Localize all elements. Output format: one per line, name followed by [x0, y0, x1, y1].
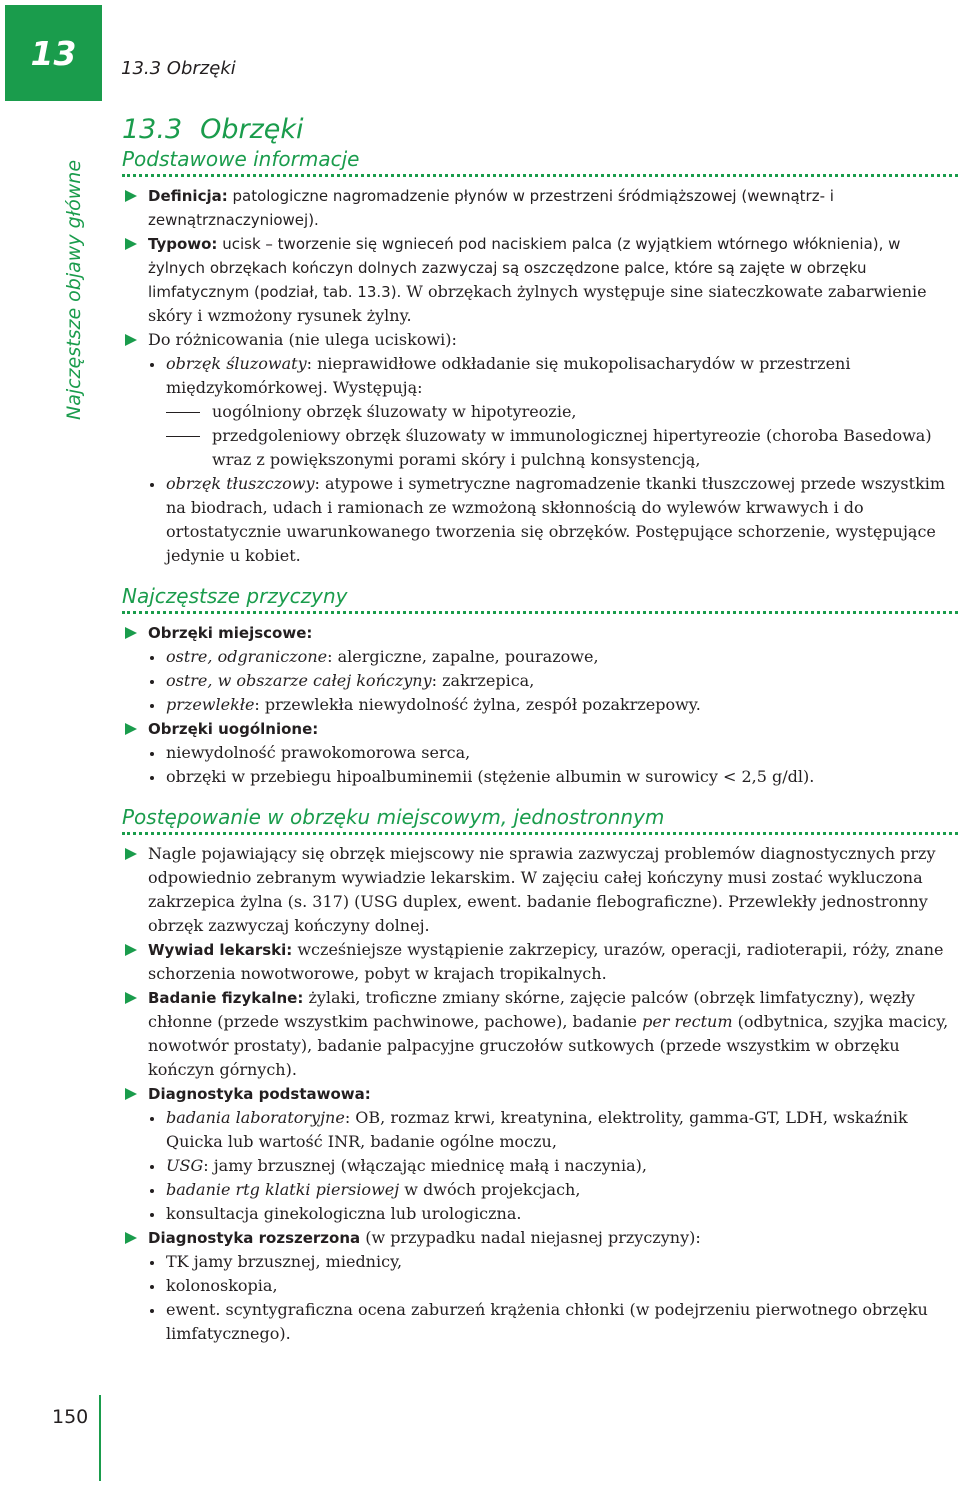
- text-exam-1: żylaki, troficzne zmiany skórne, zajęcie palców (obrzęk limfatyczny), węzły chłonne (przede wszystkim pachwinowe, pachowe), badanie: [148, 988, 916, 1031]
- label-definition: Definicja:: [148, 187, 228, 205]
- dotted-divider: [122, 174, 958, 177]
- arrow-item-definition: [122, 184, 958, 232]
- label-history: Wywiad lekarski:: [148, 941, 293, 959]
- block-causes: [122, 621, 958, 789]
- section-title-text: Obrzęki: [200, 114, 304, 145]
- dotted-divider: [122, 832, 958, 835]
- list-item: [122, 1178, 958, 1202]
- text-typical-2: W obrzękach żylnych występuje sine siateczkowate zabarwienie skóry i wzmożony rysunek żylny.: [148, 282, 927, 325]
- block-basic-info: [122, 184, 958, 568]
- arrow-item-basic-diagnostics: [122, 1082, 958, 1106]
- text-sudden: Nagle pojawiający się obrzęk miejscowy nie sprawia zazwyczaj problemów diagnostycznych przy odpowiednio zebranym wywiadzie lekarskim. W zajęciu całej kończyny musi zostać wykluczona zakrzepica żylna (s. 317) (USG duplex, ewent. badanie flebograficzne). Przewlekły jednostronny obrzęk zazwyczaj kończyny dolnej.: [148, 844, 936, 935]
- subheading-basic-info: Podstawowe informacje: [122, 147, 360, 171]
- label-exam: Badanie fizykalne:: [148, 989, 304, 1007]
- label-general-edema: Obrzęki uogólnione:: [148, 720, 319, 738]
- list-item-term: ostre, w obszarze całej kończyny: [166, 671, 432, 690]
- arrow-item-exam: [122, 986, 958, 1082]
- arrow-item-typical: [122, 232, 958, 328]
- list-item-text: : zakrzepica,: [431, 671, 535, 690]
- text-definition: patologiczne nagromadzenie płynów w przestrzeni śródmiąższowej (wewnątrz- i zewnątrznaczyniowej).: [148, 187, 834, 229]
- chapter-number: 13: [30, 33, 77, 73]
- bullet-lipedema: [122, 472, 958, 568]
- list-item: [122, 645, 958, 669]
- dotted-divider: [122, 611, 958, 614]
- dash-item: przedgoleniowy obrzęk śluzowaty w immunologicznej hipertyreozie (choroba Basedowa) wraz z powiększonymi porami skóry i pulchną konsystencją,: [122, 424, 958, 472]
- block-management: [122, 842, 958, 1346]
- chapter-tab: [5, 5, 102, 101]
- list-item-text: : alergiczne, zapalne, pourazowe,: [327, 647, 599, 666]
- list-item: obrzęki w przebiegu hipoalbuminemii (stężenie albumin w surowicy < 2,5 g/dl).: [122, 765, 958, 789]
- list-item-term: badanie rtg klatki piersiowej: [166, 1180, 400, 1199]
- arrow-item-general-edema: [122, 717, 958, 741]
- list-item-term: USG: [166, 1156, 204, 1175]
- subheading-management: Postępowanie w obrzęku miejscowym, jednostronnym: [122, 805, 665, 829]
- list-item-term: przewlekłe: [166, 695, 255, 714]
- list-item: [122, 1202, 958, 1226]
- list-item-text: : OB, rozmaz krwi, kreatynina, elektrolity, gamma-GT, LDH, wskaźnik Quicka lub wartość INR, badanie ogólne moczu,: [166, 1108, 908, 1151]
- text-myxedema: : nieprawidłowe odkładanie się mukopolisacharydów w przestrzeni międzykomórkowej. Występują:: [166, 354, 851, 397]
- subheading-causes: Najczęstsze przyczyny: [122, 584, 348, 608]
- term-per-rectum: per rectum: [642, 1012, 733, 1031]
- section-number: 13.3: [122, 114, 183, 145]
- arrow-item-history: [122, 938, 958, 986]
- arrow-item-extended-diagnostics: [122, 1226, 958, 1250]
- section-title: [122, 114, 958, 145]
- main-content: [122, 110, 958, 1360]
- text-exam-2: (odbytnica, szyjka macicy, nowotwór prostaty), badanie palpacyjne gruczołów sutkowych (przede wszystkim w obrzęku kończyn górnych).: [148, 1012, 949, 1079]
- label-basic-diagnostics: Diagnostyka podstawowa:: [148, 1085, 371, 1103]
- list-item-text: : przewlekła niewydolność żylna, zespół pozakrzepowy.: [254, 695, 701, 714]
- arrow-item-differential: [122, 328, 958, 352]
- side-title: Najczęstsze objawy główne: [63, 159, 85, 421]
- label-local-edema: Obrzęki miejscowe:: [148, 624, 313, 642]
- list-item-text: w dwóch projekcjach,: [399, 1180, 581, 1199]
- label-typical: Typowo:: [148, 235, 218, 253]
- list-item: niewydolność prawokomorowa serca,: [122, 741, 958, 765]
- list-item-text: : jamy brzusznej (włączając miednicę małą i naczynia),: [203, 1156, 647, 1175]
- list-item: TK jamy brzusznej, miednicy,: [122, 1250, 958, 1274]
- term-lipedema: obrzęk tłuszczowy: [166, 474, 315, 493]
- bullet-myxedema: [122, 352, 958, 400]
- page-rule: [99, 1395, 101, 1481]
- dash-item: uogólniony obrzęk śluzowaty w hipotyreozie,: [122, 400, 958, 424]
- list-item-term: ostre, odgraniczone: [166, 647, 328, 666]
- list-item: [122, 1154, 958, 1178]
- running-head: 13.3 Obrzęki: [121, 58, 236, 79]
- text-history: wcześniejsze wystąpienie zakrzepicy, urazów, operacji, radioterapii, róży, znane schorzenia nowotworowe, pobyt w krajach tropikalnych.: [148, 940, 944, 983]
- list-item-term: badania laboratoryjne: [166, 1108, 345, 1127]
- list-item-text: konsultacja ginekologiczna lub urologiczna.: [166, 1204, 522, 1223]
- list-item: [122, 1106, 958, 1154]
- list-item: kolonoskopia,: [122, 1274, 958, 1298]
- list-item: [122, 669, 958, 693]
- arrow-item-sudden: [122, 842, 958, 938]
- text-differential: Do różnicowania (nie ulega uciskowi):: [148, 330, 457, 349]
- text-typical: ucisk – tworzenie się wgnieceń pod naciskiem palca (z wyjątkiem wtórnego włóknienia), w żylnych obrzękach kończyn dolnych zazwyczaj są oszczędzone palce, które są zajęte w obrzęku limfatycznym (podział, tab. 13.3).: [148, 235, 901, 301]
- list-item: [122, 693, 958, 717]
- label-extended-diagnostics: Diagnostyka rozszerzona: [148, 1229, 361, 1247]
- page-number: 150: [52, 1406, 89, 1428]
- list-item: ewent. scyntygraficzna ocena zaburzeń krążenia chłonki (w podejrzeniu pierwotnego obrzęku limfatycznego).: [122, 1298, 958, 1346]
- term-myxedema: obrzęk śluzowaty: [166, 354, 307, 373]
- text-lipedema: : atypowe i symetryczne nagromadzenie tkanki tłuszczowej przede wszystkim na biodrach, udach i ramionach ze wzmożoną skłonnością do wylewów krwawych i do ortostatycznie uwarunkowanego tworzenia się obrzęków. Postępujące schorzenie, występujące jedynie u kobiet.: [166, 474, 946, 565]
- text-extended-diagnostics: (w przypadku nadal niejasnej przyczyny):: [360, 1228, 701, 1247]
- arrow-item-local-edema: [122, 621, 958, 645]
